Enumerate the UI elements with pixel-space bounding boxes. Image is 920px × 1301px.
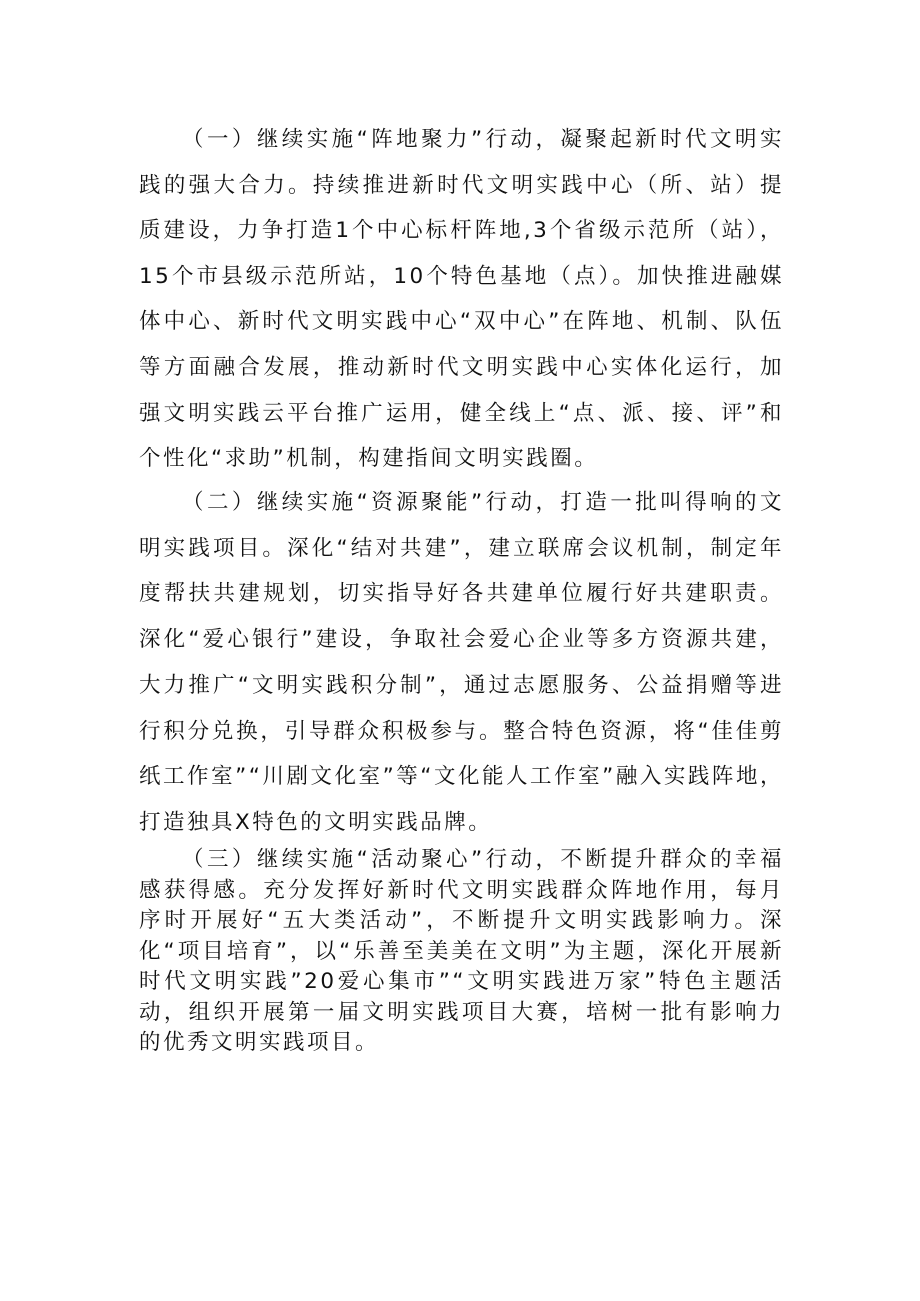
paragraph-activities-action: （三）继续实施“活动聚心”行动，不断提升群众的幸福感获得感。充分发挥好新时代文明实践群众阵地作用，每月序时开展好“五大类活动”，不断提升文明实践影响力。深化“项目培育”，以“乐善至美美在文明”为主题，深化开展新时代文明实践”20爱心集市”“文明实践进万家”特色主题活动，组织开展第一届文明实践项目大赛，培树一批有影响力的优秀文明实践项目。 <box>139 847 784 1055</box>
paragraph-positions-action: （一）继续实施“阵地聚力”行动，凝聚起新时代文明实践的强大合力。持续推进新时代文明实践中心（所、站）提质建设，力争打造1个中心标杆阵地,3个省级示范所（站），15个市县级示范所站，10个特色基地（点）。加快推进融媒体中心、新时代文明实践中心“双中心”在阵地、机制、队伍等方面融合发展，推动新时代文明实践中心实体化运行，加强文明实践云平台推广运用，健全线上“点、派、接、评”和个性化“求助”机制，构建指间文明实践圈。 <box>139 127 784 472</box>
paragraph-resources-action: （二）继续实施“资源聚能”行动，打造一批叫得响的文明实践项目。深化“结对共建”，建立联席会议机制，制定年度帮扶共建规划，切实指导好各共建单位履行好共建职责。深化“爱心银行”建设，争取社会爱心企业等多方资源共建，大力推广“文明实践积分制”，通过志愿服务、公益捐赠等进行积分兑换，引导群众积极参与。整合特色资源，将“佳佳剪纸工作室”“川剧文化室”等“文化能人工作室”融入实践阵地，打造独具X特色的文明实践品牌。 <box>139 490 784 835</box>
